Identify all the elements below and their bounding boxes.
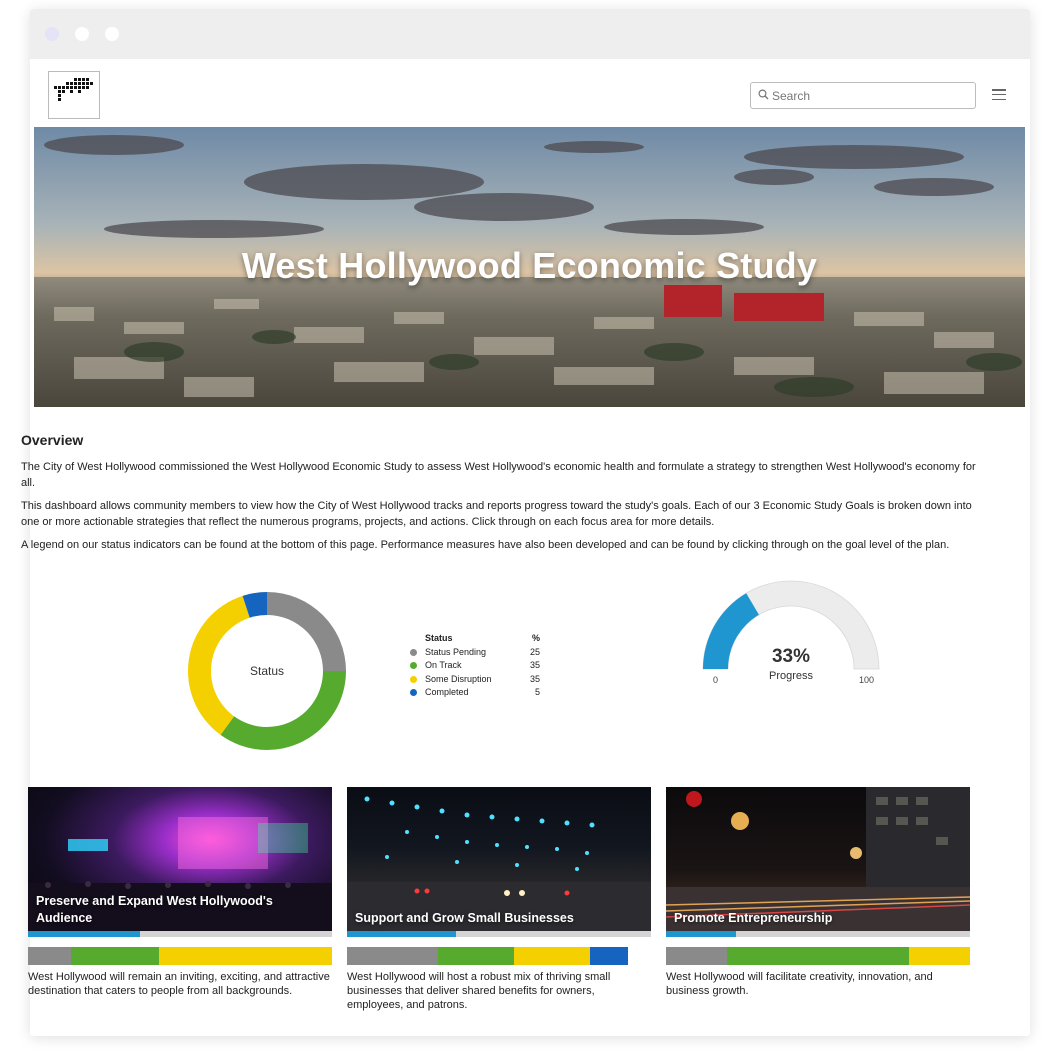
- status-donut-svg: [158, 581, 376, 761]
- legend-header: [410, 633, 540, 647]
- donut-center-label: Status: [249, 664, 285, 678]
- window-control-dot[interactable]: [45, 27, 59, 41]
- legend-value: 35: [529, 673, 540, 684]
- city-seal-icon: [52, 76, 98, 104]
- progress-gauge-svg: [672, 578, 912, 690]
- goal-card-description: West Hollywood will host a robust mix of thriving small businesses that deliver shared benefits for owners, employees, and patrons.: [347, 971, 611, 1011]
- search-box[interactable]: [750, 82, 976, 109]
- donut-slice-status-pending[interactable]: [267, 592, 346, 671]
- hero-banner: [34, 127, 1025, 407]
- city-logo[interactable]: [48, 71, 100, 119]
- legend-value: 25: [529, 646, 540, 657]
- goal-card-description: West Hollywood will facilitate creativity, innovation, and business growth.: [666, 971, 933, 997]
- goal-card-title[interactable]: Promote Entrepreneurship: [674, 911, 833, 925]
- status-legend: [410, 633, 540, 701]
- legend-item: [410, 687, 540, 701]
- legend-dot: [410, 649, 417, 656]
- search-icon: [758, 89, 769, 100]
- legend-item: [410, 647, 540, 661]
- goal-progress-fill: [666, 931, 736, 937]
- overview-paragraph: The City of West Hollywood commissioned the West Hollywood Economic Study to assess West Hollywood's economic health and formulate a strategy to strengthen West Hollywood's economy for all.: [21, 461, 976, 489]
- on-track-segment: [71, 947, 159, 965]
- hamburger-menu-icon[interactable]: [992, 89, 1006, 101]
- gauge-caption: Progress: [768, 670, 814, 682]
- legend-label: On Track: [425, 660, 462, 670]
- legend-dot: [410, 662, 417, 669]
- status-donut-chart: [158, 581, 376, 766]
- goal-card-title[interactable]: Preserve and Expand West Hollywood's Audience: [36, 894, 273, 925]
- legend-label: Some Disruption: [425, 673, 492, 684]
- goal-status-bar: [666, 947, 970, 965]
- some-disruption-segment: [514, 947, 590, 965]
- overview-heading: Overview: [21, 432, 84, 448]
- donut-slice-on-track[interactable]: [221, 671, 346, 750]
- goal-progress-bar: [666, 931, 970, 937]
- goal-status-bar: [347, 947, 651, 965]
- legend-header-percent: %: [531, 633, 540, 643]
- on-track-segment: [438, 947, 514, 965]
- legend-label: Status Pending: [425, 646, 487, 657]
- progress-gauge: [672, 578, 912, 695]
- some-disruption-segment: [909, 947, 970, 965]
- gauge-value-label: 33%: [771, 646, 811, 667]
- goal-card[interactable]: [666, 787, 970, 998]
- goal-cards: [28, 787, 972, 1017]
- legend-header-status: Status: [425, 633, 453, 643]
- goal-card-title[interactable]: Support and Grow Small Businesses: [355, 911, 574, 925]
- goal-progress-fill: [28, 931, 140, 937]
- overview-section: [21, 432, 981, 560]
- window-control-dot[interactable]: [105, 27, 119, 41]
- completed-segment: [590, 947, 628, 965]
- legend-value: 35: [529, 660, 540, 670]
- site-header: [30, 59, 1030, 127]
- status-pending-segment: [28, 947, 71, 965]
- goal-progress-fill: [347, 931, 456, 937]
- window-titlebar: [30, 9, 1030, 59]
- legend-dot: [410, 676, 417, 683]
- goal-status-bar: [28, 947, 332, 965]
- status-pending-segment: [666, 947, 727, 965]
- goal-progress-bar: [28, 931, 332, 937]
- goal-card-image[interactable]: [28, 787, 332, 937]
- goal-card-image[interactable]: [666, 787, 970, 937]
- on-track-segment: [727, 947, 909, 965]
- gauge-min-label: 0: [712, 675, 719, 685]
- goal-card[interactable]: [28, 787, 332, 998]
- donut-slice-some-disruption[interactable]: [188, 596, 250, 735]
- legend-label: Completed: [425, 687, 469, 697]
- goal-card-image[interactable]: [347, 787, 651, 937]
- search-input[interactable]: [772, 86, 968, 106]
- goal-progress-bar: [347, 931, 651, 937]
- hero-title: West Hollywood Economic Study: [241, 245, 818, 286]
- goal-card-description: West Hollywood will remain an inviting, exciting, and attractive destination that caters to people from all backgrounds.: [28, 971, 330, 997]
- legend-item: [410, 674, 540, 688]
- goal-card[interactable]: [347, 787, 651, 1012]
- some-disruption-segment: [159, 947, 332, 965]
- gauge-max-label: 100: [858, 675, 875, 685]
- window-control-dot[interactable]: [75, 27, 89, 41]
- legend-item: [410, 660, 540, 674]
- legend-dot: [410, 689, 417, 696]
- legend-value: 5: [534, 687, 540, 697]
- overview-paragraph: A legend on our status indicators can be found at the bottom of this page. Performance measures have also been developed and can be found by clicking through on the goal level of the plan.: [21, 539, 950, 551]
- status-pending-segment: [347, 947, 438, 965]
- overview-paragraph: This dashboard allows community members to view how the City of West Hollywood tracks and reports progress toward the study's goals. Each of our 3 Economic Study Goals is broken down into one or more actionable strategies that reflect the numerous programs, projects, and actions. Click through on each focus area for more details.: [21, 500, 972, 528]
